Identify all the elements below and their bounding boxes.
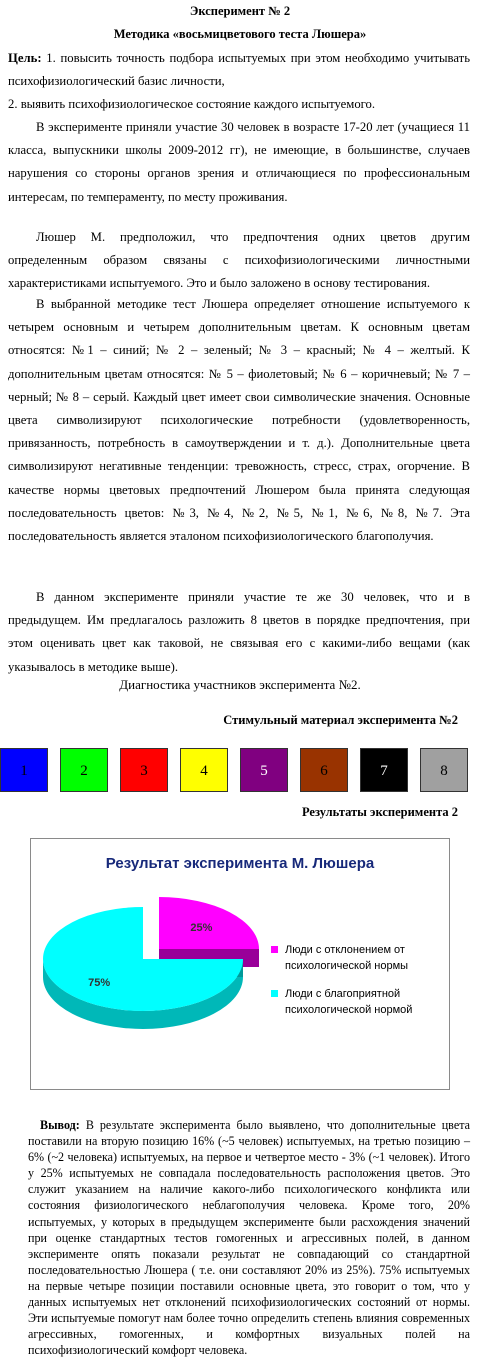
goal-item-2: 2. выявить психофизиологическое состояние каждого испытуемого. [8, 97, 376, 111]
color-swatch-3: 3 [120, 748, 168, 792]
color-swatch-5: 5 [240, 748, 288, 792]
chart-title: Результат эксперимента М. Люшера [105, 855, 375, 872]
color-swatch-7: 7 [360, 748, 408, 792]
legend-item-2 [271, 986, 446, 1018]
color-swatch-4: 4 [180, 748, 228, 792]
color-swatch-1: 1 [0, 748, 48, 792]
experiment-heading: Эксперимент № 2 [189, 4, 291, 18]
diagnostics-caption: Диагностика участников эксперимента №2. [119, 677, 361, 692]
color-swatch-8: 8 [420, 748, 468, 792]
color-swatch-2: 2 [60, 748, 108, 792]
color-swatch-6: 6 [300, 748, 348, 792]
legend-item-1 [271, 942, 446, 974]
goal-paragraph [8, 47, 470, 93]
paragraph-luscher-hypothesis [8, 226, 470, 296]
paragraph-experiment-procedure-text: В данном эксперименте приняли участие те же 30 человек, что и в предыдущем. Им предлагалось разложить 8 цветов в порядке предпочтения, при этом оценивать цвет как таковой, не связывая его с какими-либо вещами (как указывалось в методике выше). [8, 590, 470, 674]
paragraph-luscher-hypothesis-text: Люшер М. предположил, что предпочтения одних цветов другим определенным образом связаны с психофизиологическими личностными характеристиками испытуемого. Это и было заложено в основу тестирования. [8, 230, 470, 291]
legend-swatch-2 [271, 990, 278, 997]
paragraph-method-description-text: В выбранной методике тест Люшера определяет отношение испытуемого к четырем основным и четырем дополнительным цветам. К основным цветам относятся: №1 – синий; № 2 – зеленый; № 3 – красный; № 4 – желтый. К дополнительным цветам относятся: № 5 – фиолетовый; № 6 – коричневый; № 7 – черный; № 8 – серый. Каждый цвет имеет свои символические значения. Основные цвета символизируют психологические потребности (удовлетворенность, привязанность, потребность в самоутверждении и т. д.). Дополнительные цвета символизируют негативные тенденции: тревожность, стресс, страх, огорчение. В качестве нормы цветовых предпочтений Люшером была принята следующая последовательность цветов: №3, №4, №2, №5, №1, №6, №8, №7. Эта последовательность является эталоном психофизиологического благополучия. [8, 297, 470, 544]
legend-label-2: Люди с благоприятной психологической нормой [285, 988, 413, 1016]
pie-chart [31, 859, 271, 1089]
paragraph-method-description [8, 293, 470, 548]
legend-label-1: Люди с отклонением от психологической нормы [285, 944, 409, 972]
results-caption: Результаты эксперимента 2 [301, 805, 458, 819]
goal-item-2-paragraph [8, 93, 470, 116]
goal-label: Цель: [8, 51, 42, 65]
stimulus-caption: Стимульный материал эксперимента №2 [223, 713, 458, 727]
paragraph-experiment-procedure [8, 586, 470, 679]
paragraph-participants [8, 116, 470, 209]
paragraph-participants-text: В эксперименте приняли участие 30 человек в возрасте 17-20 лет (учащиеся 11 класса, выпускники школы 2009-2012 гг), не имеющие, в большинстве, случаев нарушения со стороны органов зрения и отличающиеся по профессиональным интересам, по темпераменту, по месту проживания. [8, 120, 470, 204]
conclusion-paragraph [28, 1117, 470, 1358]
pie-data-label-1: 25% [190, 921, 213, 934]
color-stimulus-row [0, 748, 480, 794]
goal-item-1: 1. повысить точность подбора испытуемых при этом необходимо учитывать психофизиологический базис личности, [8, 51, 470, 89]
conclusion-label: Вывод: [40, 1118, 80, 1132]
legend-swatch-1 [271, 946, 278, 953]
method-heading: Методика «восьмицветового теста Люшера» [113, 27, 367, 41]
pie-chart-frame [30, 838, 450, 1090]
conclusion-text: В результате эксперимента было выявлено, что дополнительные цвета поставили на вторую позицию 16% (~5 человек) испытуемых, на третью позицию – 6% (~2 человека) испытуемых, на первое и четвертое место - 3% (~1 человек). Итого у 25% испытуемых не совпадала последовательность расположения цветов. Это служит указанием на наличие какого-либо психологического конфликта или состояния физиологического неблагополучия человека. Кроме того, 20% испытуемых, у которых в предыдущем эксперименте были расхождения значений при оценке стандартных тестов гомогенных и агрессивных полей, в данном эксперименте опять показали результат не совпадающий со стандартной последовательностью Люшера ( т.е. они составляют 20% из 25%). 75% испытуемых на первые четыре позиции поставили основные цвета, это говорит о том, что у данных испытуемых нет отклонений психофизиологических состояний от нормы. Эти испытуемые помогут нам более точно определить степень влияния современных агрессивных, гомогенных, и комфортных визуальных полей на психофизиологический комфорт человека. [28, 1118, 470, 1358]
chart-legend [271, 942, 446, 1030]
pie-data-label-2: 75% [88, 976, 111, 989]
